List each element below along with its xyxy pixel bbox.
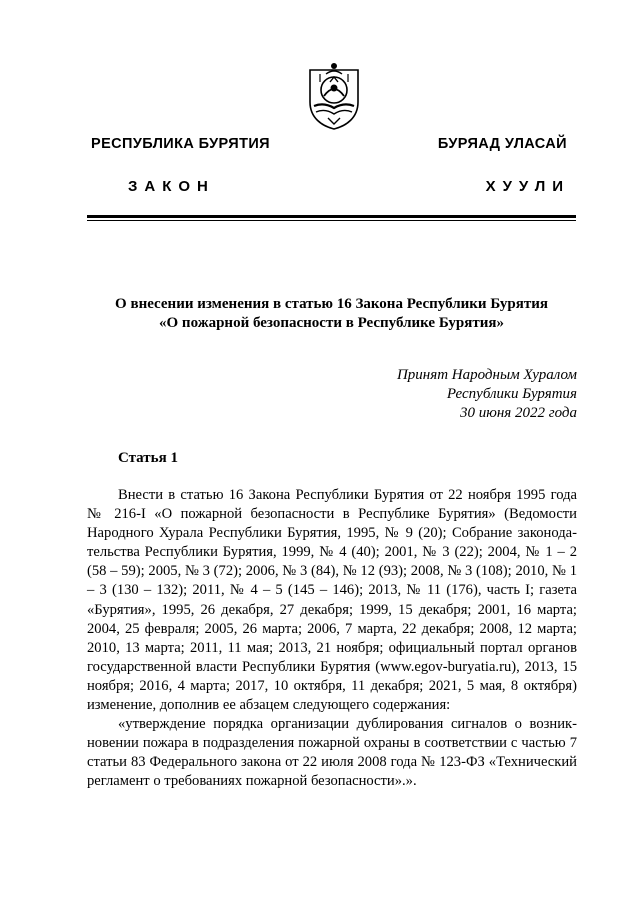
republic-name-russian: РЕСПУБЛИКА БУРЯТИЯ [91,136,270,152]
document-title [87,295,576,333]
adoption-note-line-1: Принят Народным Хуралом [396,367,577,383]
article-heading: Статья 1 [118,450,178,466]
coat-of-arms-emblem [306,62,362,130]
document-title-line-1: О внесении изменения в статью 16 Закона Республики Бурятия [115,296,548,312]
article-paragraph-2: «утверждение порядка организации дублирования сигналов о возникновении пожара в подразделения пожарной охраны в соответствии с частью 7 статьи 83 Федерального закона от 22 июля 2008 года № 123-ФЗ «Технический регламент о требованиях пожарной безопасности».». [87,716,577,790]
header-divider-thick [87,215,576,218]
article-paragraph-1: Внести в статью 16 Закона Республики Бурятия от 22 ноября 1995 года № 216-I «О пожарной безопасности в Республике Бурятия» (Ведомости Народного Хурала Республики Бурятия, 1995, № 9 (20); Собрание законодательства Республики Бурятия, 1999, № 4 (40); 2001, № 3 (22); 2004, № 1 – 2 (58 – 59); 2005, № 3 (72); 2006, № 3 (84), № 12 (93); 2008, № 3 (108); 2010, № 1 – 3 (130 – 132); 2011, № 4 – 5 (145 – 146); 2013, № 11 (176), часть I; газета «Бурятия», 1995, 26 декабря, 27 декабря; 1999, 15 декабря; 2001, 16 марта; 2004, 25 февраля; 2005, 26 марта; 2006, 7 марта, 22 декабря; 2008, 12 марта; 2010, 13 марта; 2011, 11 мая; 2013, 21 ноября; официальный портал органов государственной власти Республики Бурятия (www.egov-buryatia.ru), 2013, 15 ноября; 2016, 4 марта; 2017, 10 октября, 11 декабря; 2021, 5 мая, 8 октября) изменение, дополнив ее абзацем следующего содержания: [87,487,577,714]
law-label-russian: ЗАКОН [128,178,215,195]
republic-name-buryat: БУРЯАД УЛАСАЙ [437,136,567,152]
adoption-note [397,366,577,423]
adoption-note-line-2: Республики Бурятия [446,386,577,402]
law-label-buryat: ХУУЛИ [485,178,570,195]
header-divider-thin [87,220,576,221]
adoption-date: 30 июня 2022 года [460,405,577,421]
document-title-line-2: «О пожарной безопасности в Республике Бурятия» [159,315,504,331]
article-body [87,486,577,792]
